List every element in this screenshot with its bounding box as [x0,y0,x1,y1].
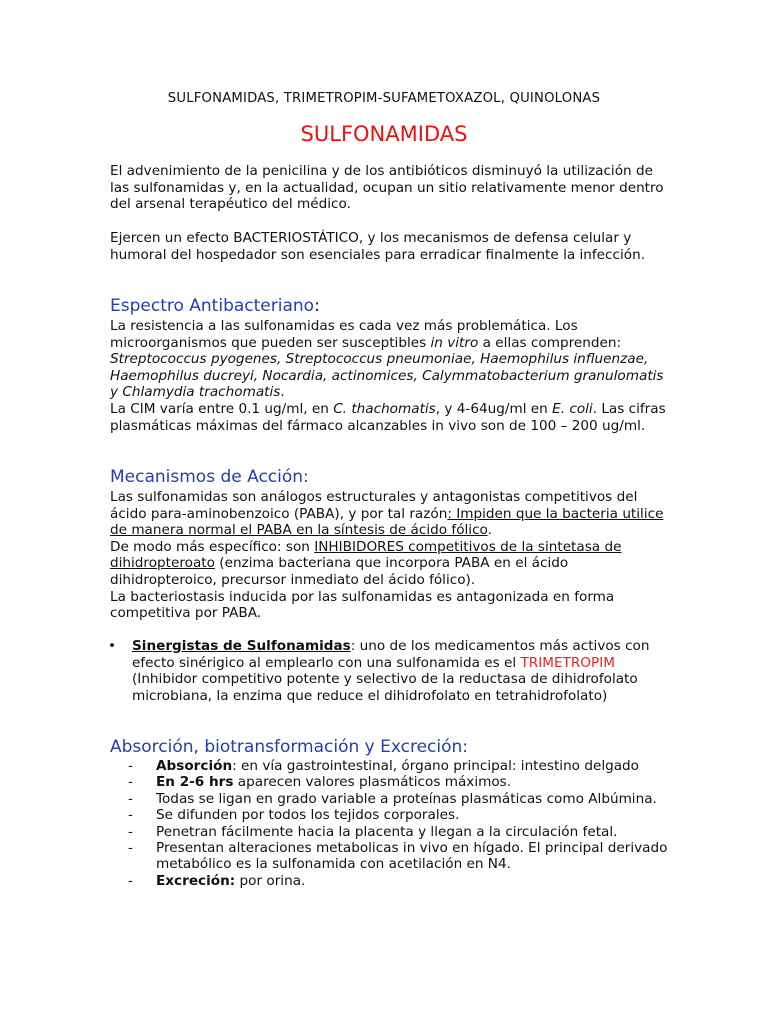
bullet-sinergistas: • Sinergistas de Sulfonamidas: uno de los medicamentos más activos con efecto sinérigico al emplearlo con una sulfonamida es el TRIMETROPIM (Inhibidor competitivo potente y selectivo de la reductasa de dihidrofolato microbiana, la enzima que reduce el dihidrofolato en tetrahidrofolato) [108,638,650,704]
list-item: - Absorción: en vía gastrointestinal, órgano principal: intestino delgado [128,758,639,774]
list-item: - Penetran fácilmente hacia la placenta y llegan a la circulación fetal. [128,823,618,840]
mecanismos-paragraph: Las sulfonamidas son análogos estructurales y antagonistas competitivos del ácido para-aminobenzoico (PABA), y por tal razón: Impiden que la bacteria utilice de manera normal el PABA en la síntesis de ácido fólico. De modo más específico: son INHIBIDORES competitivos de la sintetasa de dihidropteroato (enzima bacteriana que incorpora PABA en el ácido dihidropteroico, precursor inmediato del ácido fólico). La bacteriostasis inducida por las sulfonamidas es antagonizada en forma competitiva por PABA. [110,489,664,622]
heading-espectro: Espectro Antibacteriano: [110,296,320,316]
espectro-paragraph: La resistencia a las sulfonamidas es cada vez más problemática. Los microorganismos que pueden ser susceptibles in vitro a ellas comprenden: Streptococcus pyogenes, Streptococcus pneumoniae, Haemophilus influenzae, Haemophilus ducreyi, Nocardia, actinomices, Calymmatobacterium granulomatis y Chlamydia trachomatis. La CIM varía entre 0.1 ug/ml, en C. thachomatis, y 4-64ug/ml en E. coli. Las cifras plasmáticas máximas del fármaco alcanzables in vivo son de 100 – 200 ug/ml. [110,318,666,434]
absorcion-list [128,758,668,889]
bullet-icon: • [108,638,117,654]
list-item: - En 2-6 hrs aparecen valores plasmáticos máximos. [128,774,512,791]
list-item: - Presentan alteraciones metabolicas in vivo en hígado. El principal derivado metabólico es la sulfonamida con acetilación en N4. [128,840,668,873]
list-item: - Se difunden por todos los tejidos corporales. [128,807,460,824]
section-title: SULFONAMIDAS [300,122,468,146]
list-item: - Excreción: por orina. [128,872,306,889]
list-item: - Todas se ligan en grado variable a proteínas plasmáticas como Albúmina. [128,790,657,807]
heading-mecanismos: Mecanismos de Acción: [110,467,309,487]
document-title: SULFONAMIDAS, TRIMETROPIM-SUFAMETOXAZOL, QUINOLONAS [167,91,601,106]
intro-paragraph-2: Ejercen un efecto BACTERIOSTÁTICO, y los mecanismos de defensa celular y humoral del hospedador son esenciales para erradicar finalmente la infección. [110,230,646,263]
heading-absorcion: Absorción, biotransformación y Excreción: [110,737,469,757]
intro-paragraph-1: El advenimiento de la penicilina y de los antibióticos disminuyó la utilización de las sulfonamidas y, en la actualidad, ocupan un sitio relativamente menor dentro del arsenal terapéutico del médico. [110,163,664,213]
